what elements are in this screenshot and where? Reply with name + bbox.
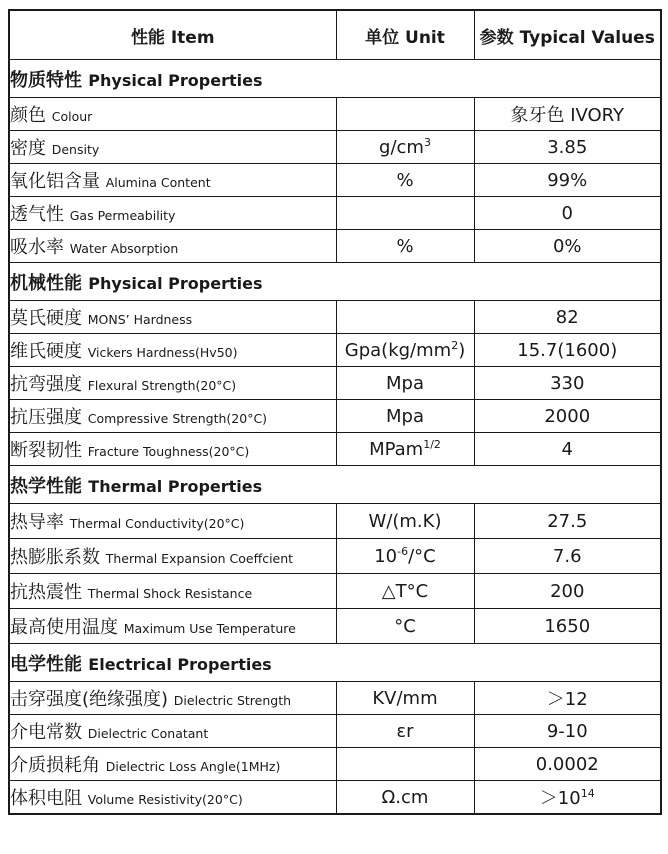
property-name-cn: 介质损耗角 xyxy=(10,755,100,776)
unit-text: 10 xyxy=(374,545,398,567)
unit-text: △T°C xyxy=(381,580,429,602)
value-text: 3.85 xyxy=(547,136,588,158)
section-title xyxy=(9,466,661,504)
property-value xyxy=(474,609,661,644)
property-name-en: Colour xyxy=(51,109,93,124)
property-name-en: Alumina Content xyxy=(105,175,211,190)
section-title-en: Physical Properties xyxy=(88,70,263,90)
table-row xyxy=(9,230,661,263)
property-unit xyxy=(336,367,474,400)
property-name xyxy=(9,748,336,781)
property-value xyxy=(474,539,661,574)
property-name xyxy=(9,715,336,748)
property-unit xyxy=(336,131,474,164)
unit-text: Ω.cm xyxy=(381,786,429,808)
property-value xyxy=(474,682,661,715)
section-title xyxy=(9,60,661,98)
property-unit xyxy=(336,334,474,367)
property-name-en: Water Absorption xyxy=(69,241,179,256)
property-name-en: Fracture Toughness(20°C) xyxy=(87,444,250,459)
header-item: 性能 Item xyxy=(9,10,336,60)
property-unit xyxy=(336,433,474,466)
section-title-cn: 电学性能 xyxy=(10,653,82,675)
property-value xyxy=(474,781,661,815)
property-value xyxy=(474,230,661,263)
property-unit xyxy=(336,164,474,197)
property-name xyxy=(9,400,336,433)
properties-table xyxy=(8,9,662,815)
property-name-cn: 抗热震性 xyxy=(10,582,82,603)
property-name-en: Density xyxy=(51,142,100,157)
property-name xyxy=(9,334,336,367)
property-value xyxy=(474,504,661,539)
property-name-cn: 氧化铝含量 xyxy=(10,171,100,192)
section-title-en: Thermal Properties xyxy=(88,476,263,496)
value-text: 0 xyxy=(561,202,573,224)
property-value xyxy=(474,367,661,400)
property-name xyxy=(9,230,336,263)
table-row xyxy=(9,367,661,400)
unit-text: Mpa xyxy=(386,405,424,427)
value-text: 7.6 xyxy=(552,545,582,567)
value-text: 0% xyxy=(552,235,582,257)
property-name-en: Dielectric Loss Angle(1MHz) xyxy=(105,759,281,774)
property-value xyxy=(474,197,661,230)
property-unit xyxy=(336,715,474,748)
unit-superscript: 1/2 xyxy=(423,437,441,451)
value-text: 200 xyxy=(550,580,585,602)
value-text: 15.7(1600) xyxy=(517,339,618,361)
property-unit xyxy=(336,301,474,334)
property-name-en: Volume Resistivity(20°C) xyxy=(87,792,243,807)
property-name xyxy=(9,539,336,574)
table-row xyxy=(9,682,661,715)
table-row xyxy=(9,715,661,748)
value-text: ＞10 xyxy=(539,788,581,809)
property-unit xyxy=(336,609,474,644)
unit-text: MPam xyxy=(369,438,424,460)
section-header-row xyxy=(9,466,661,504)
unit-superscript: 2 xyxy=(451,338,459,352)
table-row xyxy=(9,197,661,230)
property-unit xyxy=(336,574,474,609)
property-name-cn: 维氏硬度 xyxy=(10,341,82,362)
property-name-en: Dielectric Strength xyxy=(173,693,292,708)
property-name-cn: 抗压强度 xyxy=(10,407,82,428)
header-unit: 单位 Unit xyxy=(336,10,474,60)
header-row xyxy=(9,10,661,60)
property-unit xyxy=(336,504,474,539)
value-text: 象牙色 IVORY xyxy=(510,105,625,126)
value-text: 330 xyxy=(550,372,585,394)
property-unit xyxy=(336,98,474,131)
unit-tail: ) xyxy=(458,339,466,361)
table-row xyxy=(9,609,661,644)
property-name-cn: 莫氏硬度 xyxy=(10,308,82,329)
property-name xyxy=(9,131,336,164)
unit-text: % xyxy=(396,169,414,191)
property-unit xyxy=(336,682,474,715)
table-row xyxy=(9,98,661,131)
property-value xyxy=(474,98,661,131)
value-text: ＞12 xyxy=(546,689,588,710)
property-name xyxy=(9,504,336,539)
property-name xyxy=(9,367,336,400)
property-name-en: Maximum Use Temperature xyxy=(123,621,296,636)
table-row xyxy=(9,131,661,164)
property-name-cn: 抗弯强度 xyxy=(10,374,82,395)
property-name xyxy=(9,197,336,230)
header-value: 参数 Typical Values xyxy=(474,10,661,60)
section-title-en: Physical Properties xyxy=(88,273,263,293)
property-unit xyxy=(336,748,474,781)
property-value xyxy=(474,715,661,748)
table-row xyxy=(9,574,661,609)
value-text: 0.0002 xyxy=(535,753,599,775)
table-row xyxy=(9,301,661,334)
property-unit xyxy=(336,400,474,433)
property-value xyxy=(474,574,661,609)
property-value xyxy=(474,748,661,781)
property-name-en: Thermal Conductivity(20°C) xyxy=(69,516,245,531)
property-name-cn: 体积电阻 xyxy=(10,788,82,809)
property-value xyxy=(474,301,661,334)
property-name xyxy=(9,301,336,334)
property-value xyxy=(474,334,661,367)
property-unit xyxy=(336,197,474,230)
property-name-en: Vickers Hardness(Hv50) xyxy=(87,345,238,360)
table-row xyxy=(9,504,661,539)
section-title-cn: 物质特性 xyxy=(10,69,82,91)
section-header-row xyxy=(9,263,661,301)
section-title-cn: 机械性能 xyxy=(10,272,82,294)
unit-text: KV/mm xyxy=(372,687,438,709)
section-title xyxy=(9,263,661,301)
property-value xyxy=(474,400,661,433)
property-value xyxy=(474,131,661,164)
property-name-cn: 最高使用温度 xyxy=(10,617,118,638)
table-row xyxy=(9,433,661,466)
value-text: 2000 xyxy=(544,405,591,427)
value-text: 9-10 xyxy=(546,720,588,742)
property-name-en: Thermal Expansion Coeffcient xyxy=(105,551,294,566)
property-name-cn: 透气性 xyxy=(10,204,64,225)
table-row xyxy=(9,400,661,433)
property-name-en: Dielectric Conatant xyxy=(87,726,209,741)
unit-text: Gpa(kg/mm xyxy=(344,339,452,361)
property-unit xyxy=(336,539,474,574)
property-name-en: Gas Permeability xyxy=(69,208,176,223)
property-name-cn: 击穿强度(绝缘强度) xyxy=(10,689,169,710)
property-name-cn: 热膨胀系数 xyxy=(10,547,100,568)
unit-text: Mpa xyxy=(386,372,424,394)
property-name-en: Flexural Strength(20°C) xyxy=(87,378,237,393)
value-text: 27.5 xyxy=(547,510,588,532)
property-value xyxy=(474,433,661,466)
section-header-row xyxy=(9,60,661,98)
property-name xyxy=(9,574,336,609)
unit-tail: /°C xyxy=(408,545,436,567)
section-header-row xyxy=(9,644,661,682)
property-name-en: MONS’ Hardness xyxy=(87,312,193,327)
table-row xyxy=(9,164,661,197)
property-value xyxy=(474,164,661,197)
property-name xyxy=(9,98,336,131)
section-title xyxy=(9,644,661,682)
property-name-cn: 断裂韧性 xyxy=(10,440,82,461)
property-name xyxy=(9,781,336,815)
unit-superscript: -6 xyxy=(397,544,409,558)
property-name xyxy=(9,433,336,466)
property-name-cn: 颜色 xyxy=(10,105,46,126)
unit-text: εr xyxy=(396,720,414,742)
value-text: 99% xyxy=(547,169,588,191)
property-name-en: Thermal Shock Resistance xyxy=(87,586,253,601)
property-name-cn: 吸水率 xyxy=(10,237,64,258)
unit-text: °C xyxy=(394,615,416,637)
value-text: 82 xyxy=(555,306,579,328)
property-name-cn: 热导率 xyxy=(10,512,64,533)
value-text: 4 xyxy=(561,438,573,460)
property-unit xyxy=(336,781,474,815)
property-unit xyxy=(336,230,474,263)
property-name-en: Compressive Strength(20°C) xyxy=(87,411,268,426)
unit-text: % xyxy=(396,235,414,257)
property-name xyxy=(9,682,336,715)
property-name xyxy=(9,609,336,644)
section-title-en: Electrical Properties xyxy=(88,654,272,674)
table-row xyxy=(9,334,661,367)
property-name-cn: 介电常数 xyxy=(10,722,82,743)
property-name-cn: 密度 xyxy=(10,138,46,159)
table-row xyxy=(9,781,661,815)
table-body xyxy=(9,60,661,815)
unit-superscript: 3 xyxy=(423,135,431,149)
value-text: 1650 xyxy=(544,615,591,637)
property-name xyxy=(9,164,336,197)
unit-text: W/(m.K) xyxy=(368,510,442,532)
table-row xyxy=(9,748,661,781)
unit-text: g/cm xyxy=(379,136,424,158)
table-row xyxy=(9,539,661,574)
section-title-cn: 热学性能 xyxy=(10,475,82,497)
value-superscript: 14 xyxy=(580,787,595,800)
